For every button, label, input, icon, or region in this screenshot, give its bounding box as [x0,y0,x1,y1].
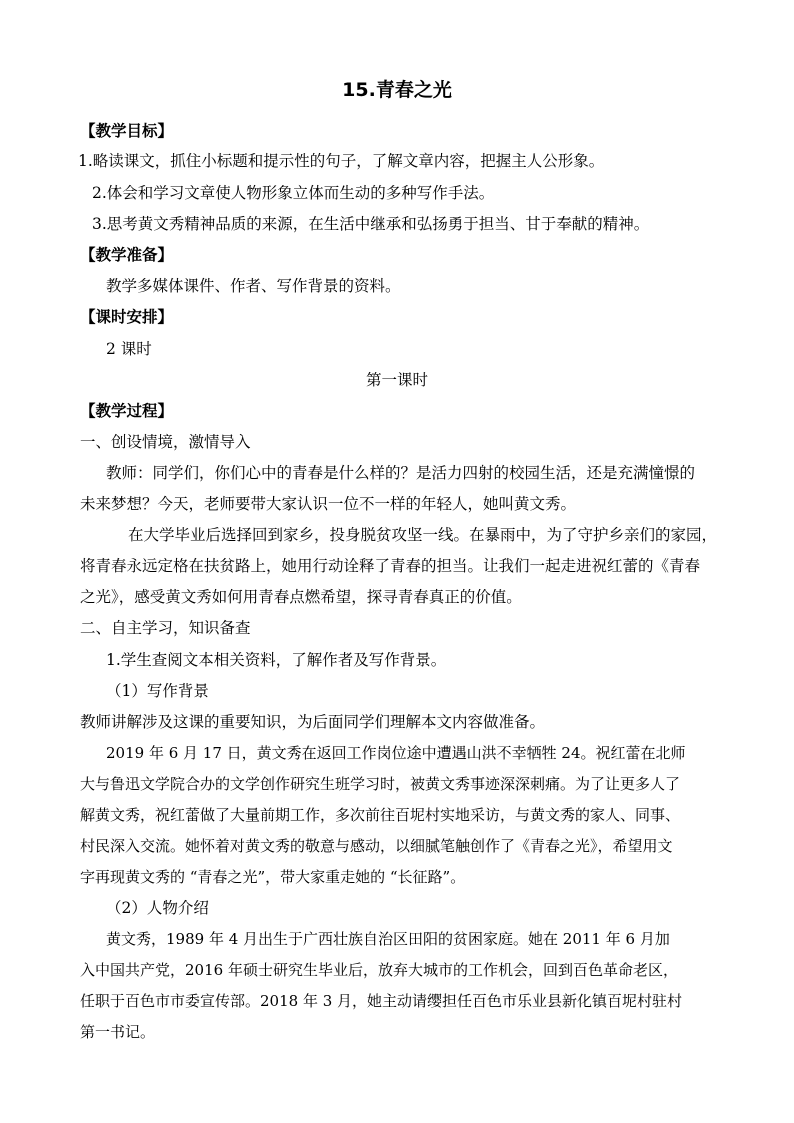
part1-line-3: 在大学毕业后选择回到家乡，投身脱贫攻坚一线。在暴雨中，为了守护乡亲们的家园， [128,526,718,544]
prep-heading: 【教学准备】 [80,246,174,264]
sub1-line-4: 村民深入交流。她怀着对黄文秀的敬意与感动，以细腻笔触创作了《青春之光》，希望用文 [80,837,673,855]
page-title: 15.青春之光 [342,79,452,101]
sub2-heading: （2）人物介绍 [106,899,209,917]
lesson-label: 第一课时 [365,371,428,389]
part1-line-4: 将青春永远定格在扶贫路上，她用行动诠释了青春的担当。让我们一起走进祝红蕾的《青春 [80,557,701,575]
sub1-intro: 教师讲解涉及这课的重要知识，为后面同学们理解本文内容做准备。 [80,713,546,731]
sub1-line-2: 大与鲁迅文学院合办的文学创作研究生班学习时，被黄文秀事迹深深刺痛。为了让更多人了 [80,775,681,793]
part1-line-2: 未来梦想？今天，老师要带大家认识一位不一样的年轻人，她叫黄文秀。 [80,495,577,513]
goal-1: 1.略读课文，抓住小标题和提示性的句子，了解文章内容，把握主人公形象。 [78,152,605,170]
sub1-line-3: 解黄文秀，祝红蕾做了大量前期工作，多次前往百坭村实地采访，与黄文秀的家人、同事、 [80,806,681,824]
part2-heading: 二、自主学习，知识备查 [80,619,251,637]
sub1-line-1: 2019 年 6 月 17 日，黄文秀在返回工作岗位途中遭遇山洪不幸牺牲 24。祝红蕾在北师 [106,744,686,762]
sub2-line-1: 黄文秀，1989 年 4 月出生于广西壮族自治区田阳的贫困家庭。她在 2011 年 6 月加 [106,930,670,948]
sub2-line-4: 第一书记。 [80,1023,156,1041]
sub1-heading: （1）写作背景 [106,682,209,700]
goal-3: 3.思考黄文秀精神品质的来源，在生活中继承和弘扬勇于担当、甘于奉献的精神。 [92,215,650,233]
part1-heading: 一、创设情境，激情导入 [80,433,251,451]
prep-text: 教学多媒体课件、作者、写作背景的资料。 [106,277,401,295]
process-heading: 【教学过程】 [80,402,174,420]
sub2-line-2: 入中国共产党，2016 年硕士研究生毕业后，放弃大城市的工作机会，回到百色革命老区， [80,961,678,979]
schedule-heading: 【课时安排】 [80,308,174,326]
goals-heading: 【教学目标】 [80,122,174,140]
schedule-text: 2 课时 [106,340,152,358]
goal-2: 2.体会和学习文章使人物形象立体而生动的多种写作手法。 [92,184,495,202]
part2-item-1: 1.学生查阅文本相关资料，了解作者及写作背景。 [106,651,447,669]
part1-line-1: 教师：同学们，你们心中的青春是什么样的？是活力四射的校园生活，还是充满憧憬的 [106,464,696,482]
sub2-line-3: 任职于百色市市委宣传部。2018 年 3 月，她主动请缨担任百色市乐业县新化镇百坭村驻村 [80,992,683,1010]
sub1-line-5: 字再现黄文秀的 “青春之光”，带大家重走她的 “长征路”。 [80,868,466,886]
part1-line-5: 之光》，感受黄文秀如何用青春点燃希望，探寻青春真正的价值。 [80,588,522,606]
